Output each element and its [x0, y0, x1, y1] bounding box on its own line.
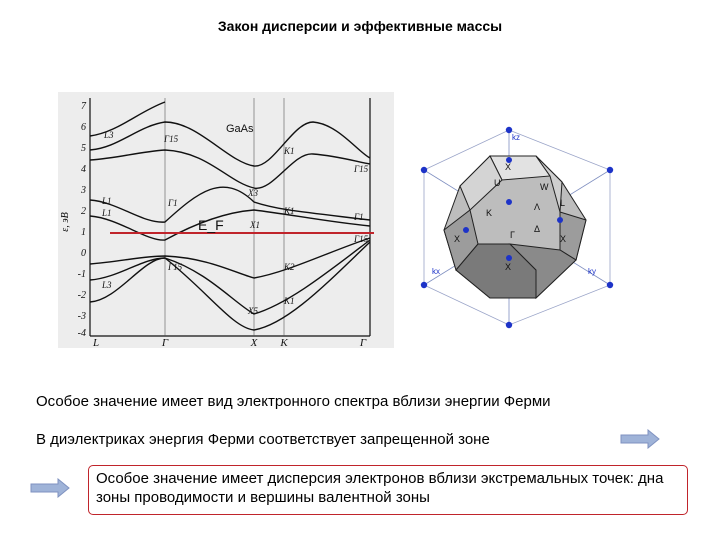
band-point-label: K1 [284, 146, 295, 156]
y-tick: 5 [81, 143, 86, 154]
y-tick: 3 [81, 185, 86, 196]
band-point-label: Γ15 [354, 234, 369, 244]
y-tick: -3 [77, 311, 86, 322]
y-tick: -2 [77, 290, 86, 301]
band-point-label: X5 [248, 306, 258, 316]
bz-point-label: X [505, 262, 512, 272]
x-tick: L [92, 337, 100, 348]
bz-point-label: L [560, 198, 566, 208]
y-tick: -4 [77, 328, 86, 339]
bz-point-label: X [560, 234, 567, 244]
band-point-label: L1 [102, 196, 112, 206]
band-point-label: X3 [248, 188, 258, 198]
band-curve [90, 102, 165, 136]
band-point-label: Γ15 [164, 134, 179, 144]
bz-point-label: Λ [534, 202, 541, 212]
extremal-points-statement: Особое значение имеет дисперсия электронов вблизи экстремальных точек: дна зоны проводимости и вершины валентной зоны [96, 470, 664, 506]
material-label: GaAs [226, 123, 254, 135]
arrow-right-icon [30, 478, 70, 498]
bz-point-label: Δ [534, 224, 541, 234]
y-tick: -1 [77, 269, 86, 280]
band-point-label: Γ1 [354, 212, 364, 222]
bz-point-label: W [540, 182, 549, 192]
band-point-label: X1 [250, 220, 260, 230]
band-point-label: Γ15 [354, 164, 369, 174]
bz-point-label: U [494, 178, 501, 188]
y-tick: 2 [81, 206, 86, 217]
band-point-label: K1 [284, 206, 295, 216]
brillouin-zone-svg [410, 120, 640, 350]
band-point-label: L1 [102, 208, 112, 218]
bz-axis-label: kx [432, 267, 440, 276]
y-tick: 6 [81, 122, 86, 133]
y-tick: 4 [81, 164, 86, 175]
arrow-right-icon [620, 429, 660, 449]
x-tick: Γ [359, 337, 367, 348]
y-tick: 0 [81, 248, 86, 259]
bz-axis-label: ky [588, 267, 596, 276]
y-tick: 1 [81, 227, 86, 238]
band-point-label: K1 [284, 296, 295, 306]
band-point-label: L3 [102, 280, 112, 290]
highlighted-statement-box [88, 465, 688, 515]
bz-point-label: X [454, 234, 461, 244]
x-tick: X [250, 337, 258, 348]
y-axis-label: ε, эВ [60, 212, 71, 232]
slide-title: Закон дисперсии и эффективные массы [217, 18, 503, 34]
bz-point-label: Γ [510, 230, 515, 240]
x-tick: K [280, 337, 288, 348]
y-tick: 7 [81, 101, 86, 112]
band-point-label: L3 [104, 130, 114, 140]
fermi-label: E_F [198, 217, 224, 233]
band-structure-figure [58, 92, 394, 348]
bz-axis-label: kz [512, 133, 520, 142]
dielectric-statement: В диэлектриках энергия Ферми соответствует запрещенной зоне [36, 431, 490, 448]
band-curve [90, 242, 370, 330]
bz-point-label: X [505, 162, 512, 172]
bz-point-label: K [486, 208, 493, 218]
band-curve [90, 187, 370, 222]
fermi-energy-statement: Особое значение имеет вид электронного спектра вблизи энергии Ферми [36, 393, 551, 410]
band-point-label: K2 [284, 262, 295, 272]
x-tick: Γ [161, 337, 169, 348]
band-point-label: Γ15 [168, 262, 183, 272]
band-point-label: Γ1 [168, 198, 178, 208]
brillouin-zone-figure [410, 120, 640, 350]
band-structure-svg [58, 92, 394, 348]
